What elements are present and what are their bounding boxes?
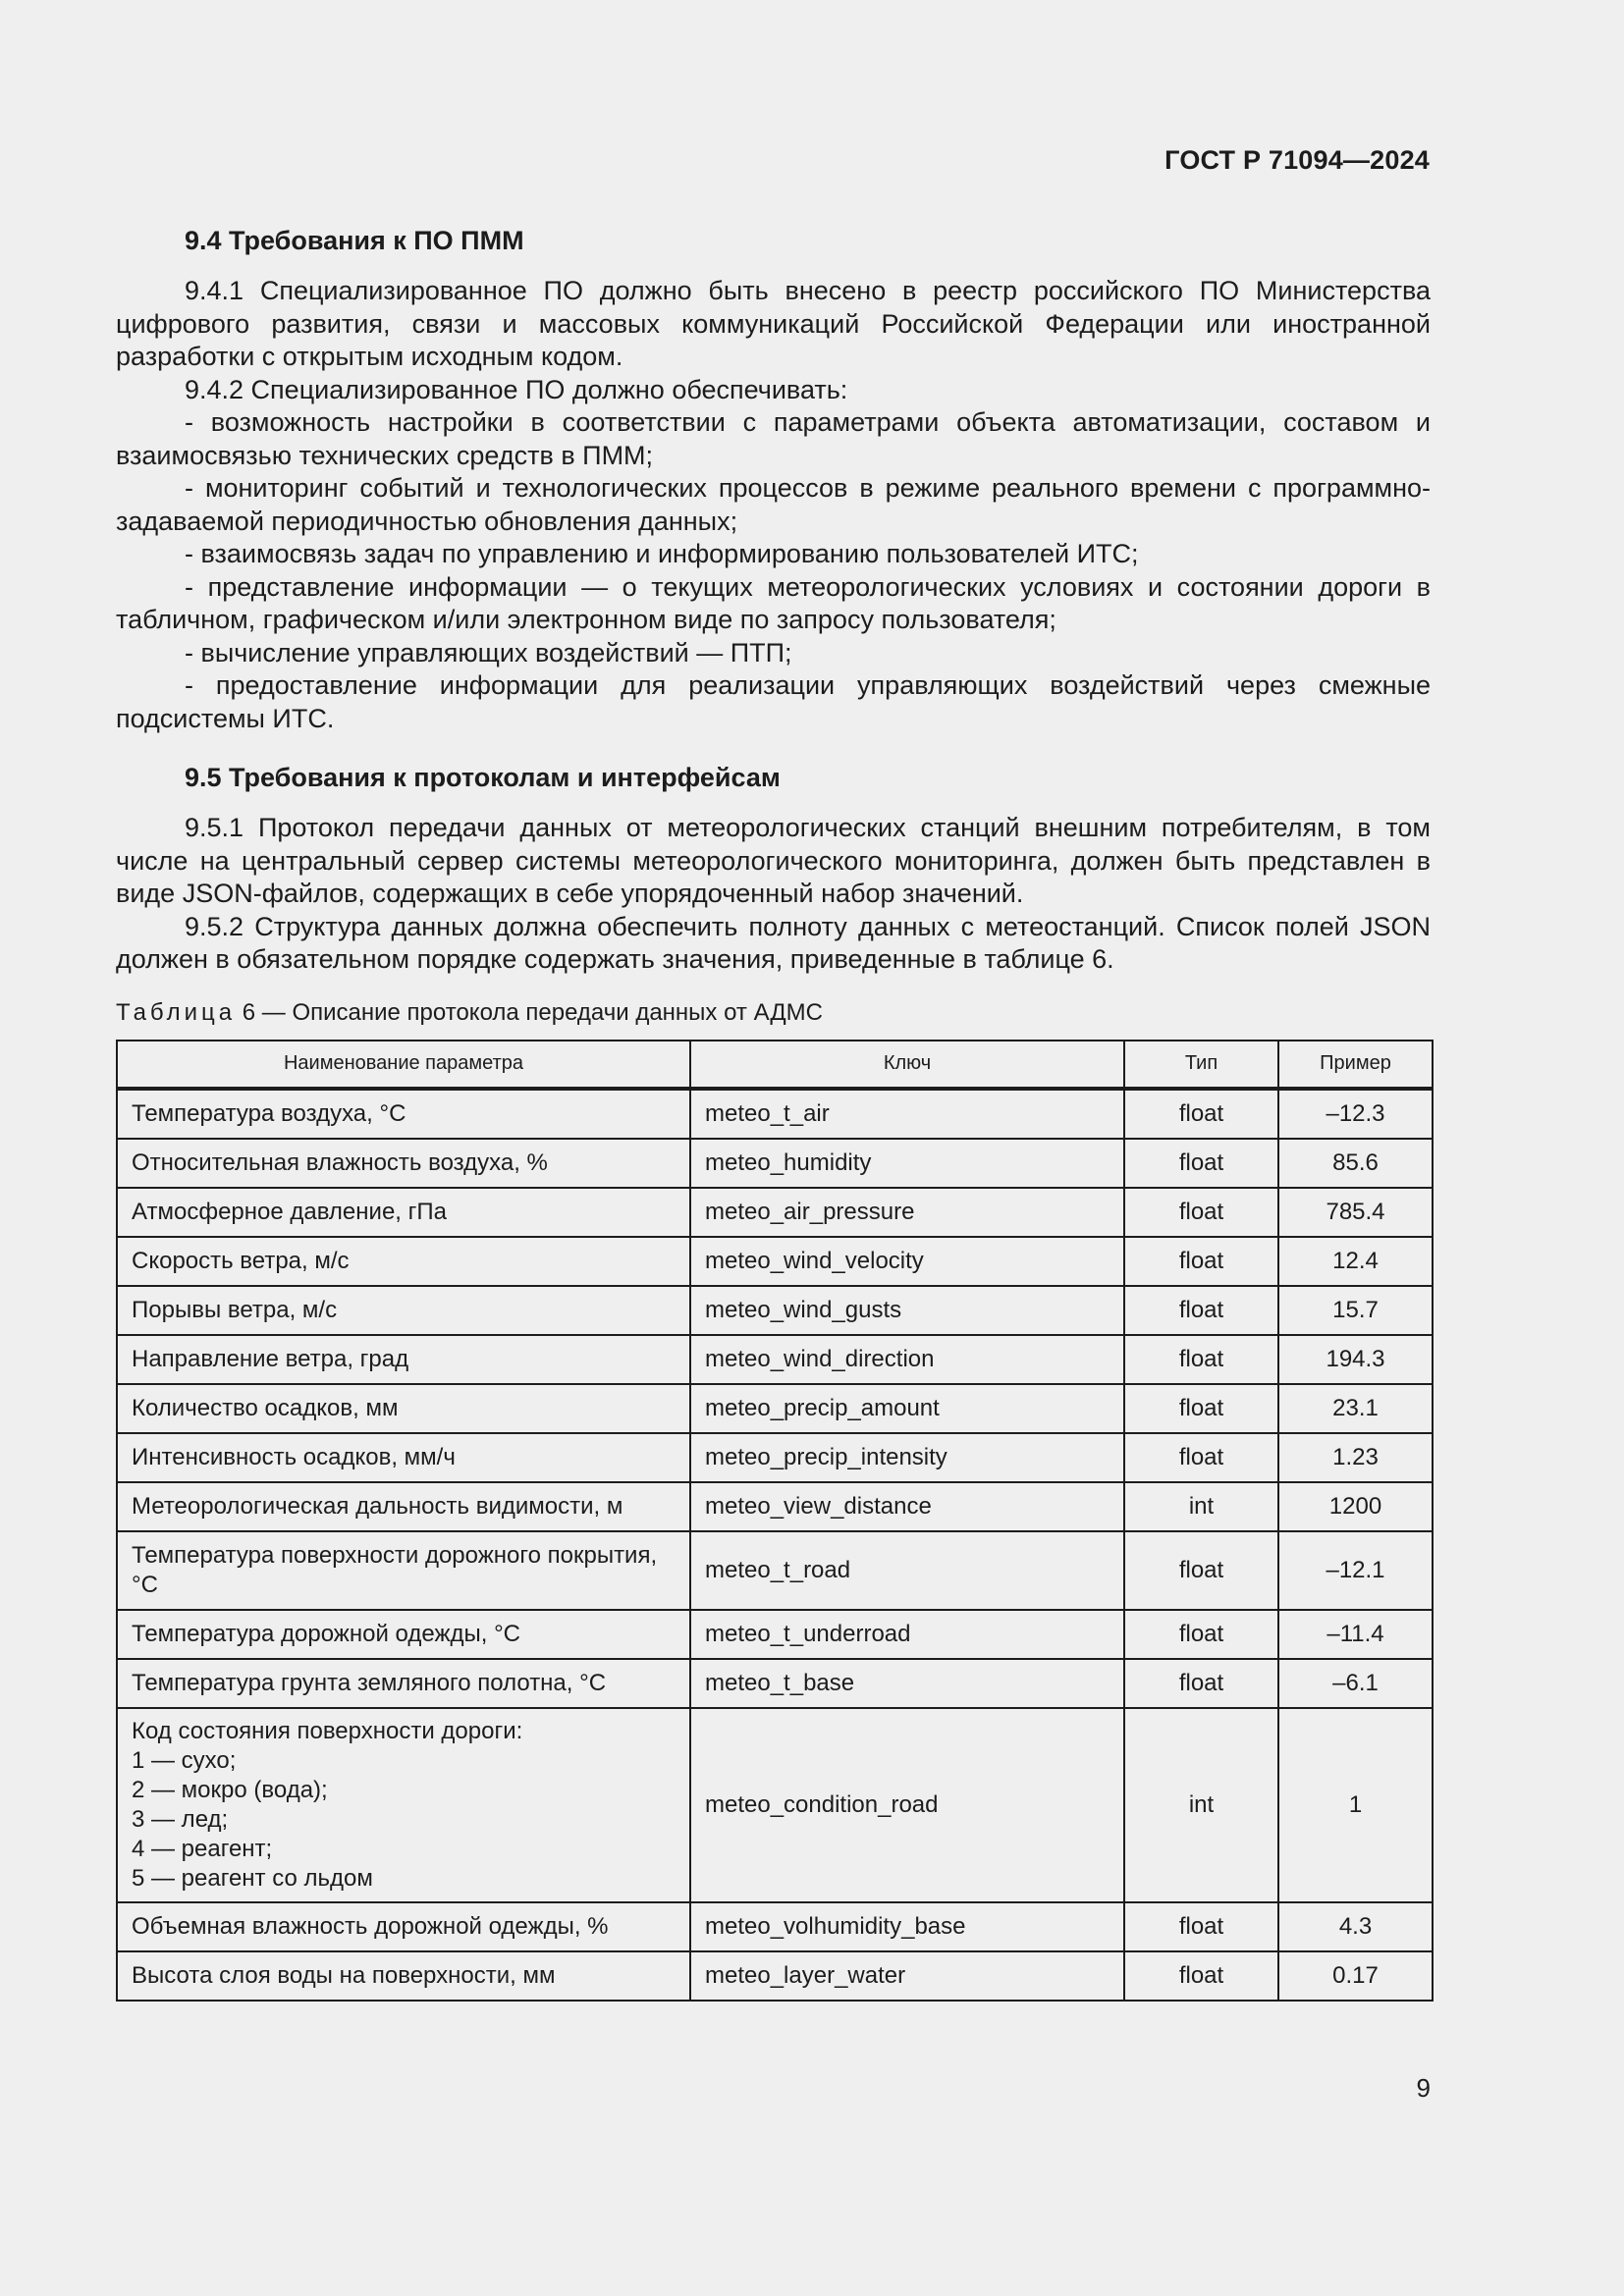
list-item: - возможность настройки в соответствии с параметрами объекта автоматизации, составом и взаимосвязью технических средств в ПММ; [116,407,1431,470]
cell-name: Объемная влажность дорожной одежды, % [117,1902,690,1951]
table-caption-text: 6 — Описание протокола передачи данных от АДМС [242,998,823,1026]
cell-type: int [1124,1482,1278,1531]
cell-example: 785.4 [1278,1188,1433,1237]
table-row [117,1902,1433,1951]
cell-example: 194.3 [1278,1335,1433,1384]
cell-key: meteo_wind_gusts [690,1286,1124,1335]
cell-key: meteo_wind_direction [690,1335,1124,1384]
table-row [117,1384,1433,1433]
cell-name: Скорость ветра, м/с [117,1237,690,1286]
cell-key: meteo_volhumidity_base [690,1902,1124,1951]
condition-code-line: Код состояния поверхности дороги: [132,1717,523,1744]
table-row [117,1433,1433,1482]
cell-type: float [1124,1951,1278,2001]
cell-name: Высота слоя воды на поверхности, мм [117,1951,690,2001]
cell-name: Направление ветра, град [117,1335,690,1384]
section-heading-9-4: 9.4 Требования к ПО ПММ [185,226,524,255]
table-row [117,1531,1433,1610]
condition-code-line: 3 — лед; [132,1805,229,1833]
cell-example: 15.7 [1278,1286,1433,1335]
condition-code-line: 4 — реагент; [132,1835,273,1862]
table-header-row [117,1041,1433,1089]
cell-name: Температура грунта земляного полотна, °С [117,1659,690,1708]
table-row [117,1659,1433,1708]
cell-key: meteo_humidity [690,1139,1124,1188]
table-row [117,1286,1433,1335]
list-item: - представление информации — о текущих метеорологических условиях и состоянии дороги в табличном, графическом и/или электронном виде по запросу пользователя; [116,571,1431,634]
cell-type: float [1124,1384,1278,1433]
paragraph: 9.5.1 Протокол передачи данных от метеорологических станций внешним потребителям, в том числе на центральный сервер системы метеорологического мониторинга, должен быть представлен в виде JSON-файлов, содержащих в себе упорядоченный набор значений. [116,813,1431,908]
table-row [117,1335,1433,1384]
cell-key: meteo_wind_velocity [690,1237,1124,1286]
cell-example: –12.1 [1278,1531,1433,1610]
cell-example: –11.4 [1278,1610,1433,1659]
table-caption [116,996,1431,1030]
cell-key: meteo_layer_water [690,1951,1124,2001]
paragraph: 9.5.2 Структура данных должна обеспечить полноту данных с метеостанций. Список полей JSON должен в обязательном порядке содержать значения, приведенные в таблице 6. [116,911,1431,974]
column-header-type: Тип [1124,1041,1278,1089]
cell-name: Температура воздуха, °С [117,1089,690,1139]
cell-key: meteo_precip_intensity [690,1433,1124,1482]
paragraph: 9.4.1 Специализированное ПО должно быть внесено в реестр российского ПО Министерства цифрового развития, связи и массовых коммуникаций Российской Федерации или иностранной разработки с открытым исходным кодом. [116,276,1431,371]
cell-example: –6.1 [1278,1659,1433,1708]
cell-example: 12.4 [1278,1237,1433,1286]
cell-key: meteo_air_pressure [690,1188,1124,1237]
column-header-example: Пример [1278,1041,1433,1089]
cell-example: 1 [1278,1708,1433,1902]
cell-name: Атмосферное давление, гПа [117,1188,690,1237]
cell-example: 85.6 [1278,1139,1433,1188]
paragraph: 9.4.2 Специализированное ПО должно обеспечивать: [185,374,848,404]
cell-key: meteo_t_air [690,1089,1124,1139]
cell-type: float [1124,1335,1278,1384]
list-item: - вычисление управляющих воздействий — ПТП; [185,637,792,667]
cell-name: Метеорологическая дальность видимости, м [117,1482,690,1531]
table-row [117,1089,1433,1139]
cell-example: 1.23 [1278,1433,1433,1482]
cell-type: float [1124,1659,1278,1708]
page-content [116,220,1431,2002]
cell-type: int [1124,1708,1278,1902]
cell-name: Количество осадков, мм [117,1384,690,1433]
cell-key: meteo_t_base [690,1659,1124,1708]
cell-example: 0.17 [1278,1951,1433,2001]
table-row [117,1237,1433,1286]
table-row [117,1139,1433,1188]
cell-name: Температура поверхности дорожного покрытия, °С [117,1531,690,1610]
cell-key: meteo_t_road [690,1531,1124,1610]
cell-type: float [1124,1286,1278,1335]
list-item: - предоставление информации для реализации управляющих воздействий через смежные подсистемы ИТС. [116,670,1431,733]
cell-type: float [1124,1902,1278,1951]
list-item: - мониторинг событий и технологических процессов в режиме реального времени с программно-задаваемой периодичностью обновления данных; [116,473,1431,536]
table-row [117,1951,1433,2001]
cell-type: float [1124,1237,1278,1286]
condition-code-line: 2 — мокро (вода); [132,1776,328,1803]
list-item: - взаимосвязь задач по управлению и информированию пользователей ИТС; [185,539,1139,568]
cell-name: Интенсивность осадков, мм/ч [117,1433,690,1482]
cell-example: 23.1 [1278,1384,1433,1433]
table-caption-label: Таблица [116,998,237,1026]
document-code: ГОСТ Р 71094—2024 [1164,145,1430,175]
condition-code-line: 5 — реагент со льдом [132,1864,373,1892]
cell-key: meteo_condition_road [690,1708,1124,1902]
table-row [117,1188,1433,1237]
cell-type: float [1124,1188,1278,1237]
cell-example: –12.3 [1278,1089,1433,1139]
cell-type: float [1124,1531,1278,1610]
cell-example: 4.3 [1278,1902,1433,1951]
cell-name: Порывы ветра, м/с [117,1286,690,1335]
cell-key: meteo_precip_amount [690,1384,1124,1433]
table-row [117,1708,1433,1902]
table-row [117,1610,1433,1659]
section-heading-9-5: 9.5 Требования к протоколам и интерфейсам [185,763,781,792]
cell-type: float [1124,1089,1278,1139]
cell-type: float [1124,1610,1278,1659]
cell-key: meteo_view_distance [690,1482,1124,1531]
cell-name: Относительная влажность воздуха, % [117,1139,690,1188]
cell-type: float [1124,1139,1278,1188]
column-header-name: Наименование параметра [117,1041,690,1089]
column-header-key: Ключ [690,1041,1124,1089]
protocol-table [116,1040,1434,2002]
cell-type: float [1124,1433,1278,1482]
cell-key: meteo_t_underroad [690,1610,1124,1659]
table-row [117,1482,1433,1531]
condition-code-line: 1 — сухо; [132,1746,237,1774]
cell-name: Температура дорожной одежды, °С [117,1610,690,1659]
cell-example: 1200 [1278,1482,1433,1531]
cell-name [117,1708,690,1902]
page-number: 9 [1416,2073,1431,2103]
